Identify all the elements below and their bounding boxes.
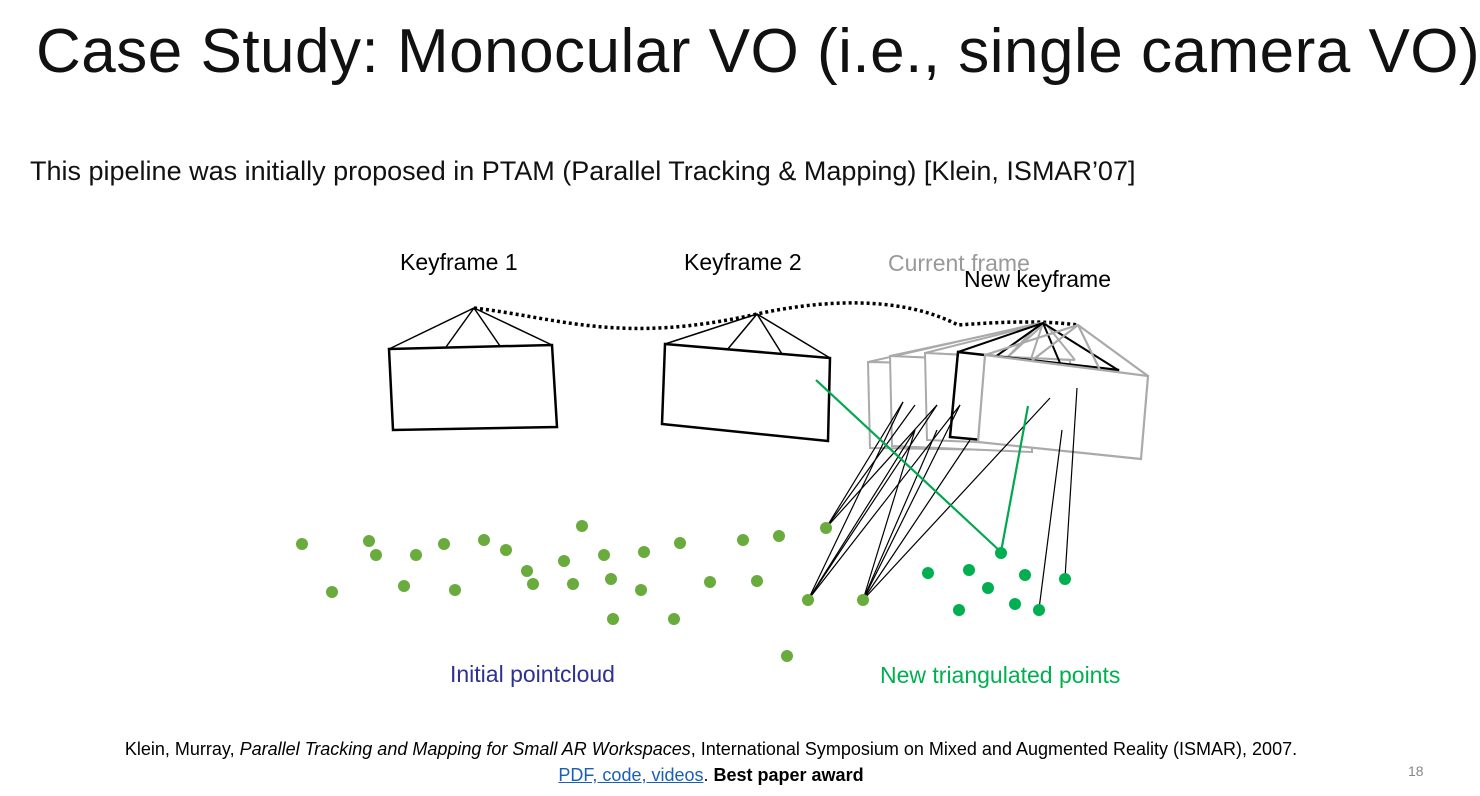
new-points-label: New triangulated points	[880, 662, 1121, 688]
reference-citation	[0, 737, 1422, 761]
reference-links	[0, 763, 1422, 787]
initial-point	[398, 580, 410, 592]
page-number: 18	[1408, 763, 1424, 779]
initial-point	[500, 544, 512, 556]
initial-point	[773, 530, 785, 542]
initial-point	[704, 576, 716, 588]
new-point	[922, 567, 934, 579]
new-point	[1019, 569, 1031, 581]
new-point	[1033, 604, 1045, 616]
best-paper-award: Best paper award	[713, 765, 864, 785]
initial-point	[296, 538, 308, 550]
new-point	[995, 547, 1007, 559]
initial-point	[635, 584, 647, 596]
initial-point	[607, 613, 619, 625]
initial-point	[576, 520, 588, 532]
initial-point	[567, 578, 579, 590]
initial-point	[598, 549, 610, 561]
keyframe-1-label: Keyframe 1	[400, 249, 518, 275]
initial-point	[751, 575, 763, 587]
reference-venue: , International Symposium on Mixed and Augmented Reality (ISMAR), 2007.	[690, 739, 1298, 759]
initial-point	[638, 546, 650, 558]
initial-point	[410, 549, 422, 561]
initial-point	[478, 534, 490, 546]
initial-point	[857, 594, 869, 606]
initial-point	[737, 534, 749, 546]
new-keyframe-label: New keyframe	[964, 266, 1111, 292]
initial-pointcloud	[296, 520, 869, 662]
new-point	[982, 582, 994, 594]
initial-point	[802, 594, 814, 606]
reference-paper-title: Parallel Tracking and Mapping for Small AR Workspaces	[239, 739, 691, 759]
initial-point	[781, 650, 793, 662]
new-point	[963, 564, 975, 576]
new-point	[1059, 573, 1071, 585]
new-point	[953, 604, 965, 616]
slide-title: Case Study: Monocular VO (i.e., single camera VO)	[36, 17, 1480, 86]
initial-point	[363, 535, 375, 547]
initial-point	[605, 573, 617, 585]
keyframe-1-camera	[389, 308, 557, 430]
initial-point	[558, 555, 570, 567]
current-frame-label: Current frame	[888, 250, 1030, 276]
new-point	[1009, 598, 1021, 610]
initial-point	[449, 584, 461, 596]
new-triangulated-points	[922, 547, 1071, 616]
keyframe-2-camera	[662, 314, 830, 441]
reference-authors: Klein, Murray,	[124, 739, 240, 759]
initial-point	[438, 538, 450, 550]
initial-point	[521, 565, 533, 577]
initial-point	[527, 578, 539, 590]
initial-point	[326, 586, 338, 598]
initial-pointcloud-label: Initial pointcloud	[450, 661, 615, 687]
pdf-code-videos-link[interactable]: PDF, code, videos	[558, 765, 704, 785]
initial-point	[668, 613, 680, 625]
initial-point	[370, 549, 382, 561]
slide-subtitle: This pipeline was initially proposed in PTAM (Parallel Tracking & Mapping) [Klein, ISMAR’07]	[30, 156, 1136, 186]
reference-separator: .	[703, 765, 714, 785]
keyframe-2-label: Keyframe 2	[684, 249, 802, 275]
initial-point	[674, 537, 686, 549]
initial-point	[820, 522, 832, 534]
